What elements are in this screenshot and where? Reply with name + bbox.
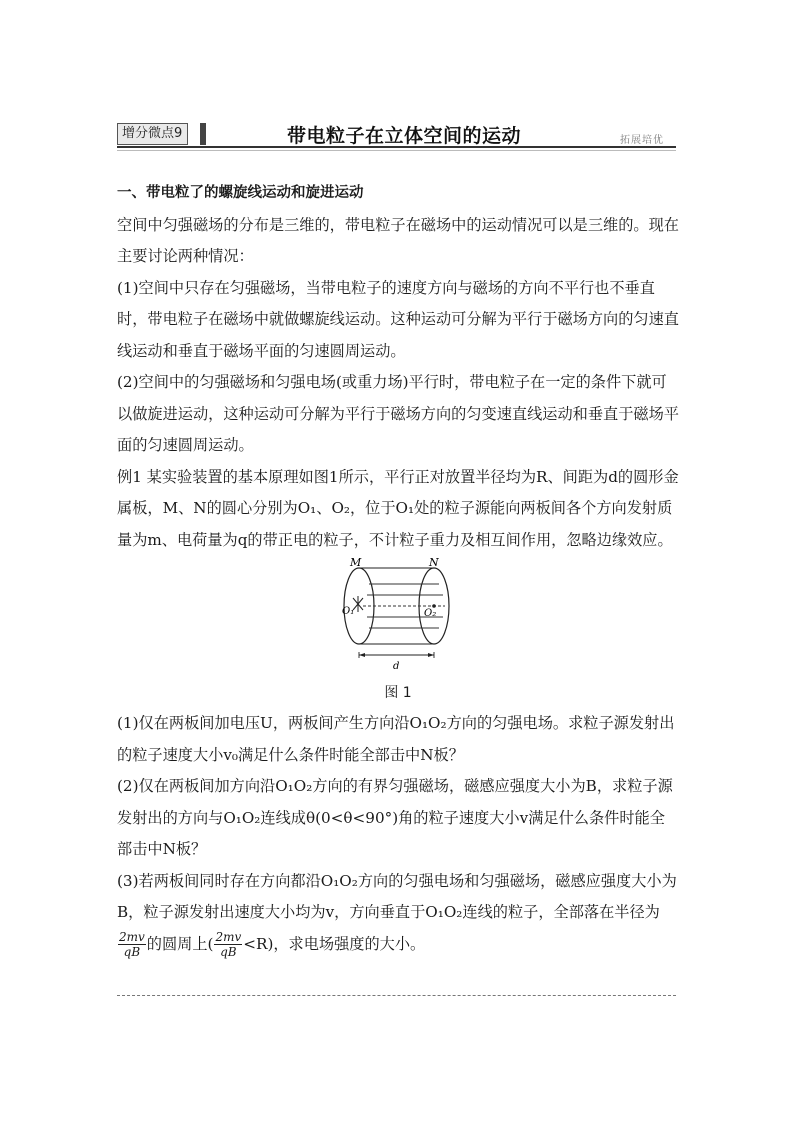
fraction-denominator-2: qB [220,945,237,959]
label-o1: O₁ [342,606,355,617]
fraction-radius [118,930,146,959]
case-1-paragraph: (1)空间中只存在匀强磁场，当带电粒子的速度方向与磁场的方向不平行也不垂直时，带电粒子在磁场中就做螺旋线运动。这种运动可分解为平行于磁场方向的匀速直线运动和垂直于磁场平面的匀速圆周运动。 [117,278,679,360]
question-1: (1)仅在两板间加电压U，两板间产生方向沿O₁O₂方向的匀强电场。求粒子源发射出的粒子速度大小v₀满足什么条件时能全部击中N板？ [117,714,675,764]
label-d: d [393,661,400,672]
fraction-denominator: qB [123,945,141,959]
question-3-part-b: 的圆周上( [146,934,214,953]
example-stem: 例1 某实验装置的基本原理如图1所示，平行正对放置半径均为R、间距为d的圆形金属板，M、N的圆心分别为O₁、O₂，位于O₁处的粒子源能向两板间各个方向发射质量为m、电荷量为q的带正电的粒子，不计粒子重力及相互间作用，忽略边缘效应。 [117,467,679,549]
question-3 [117,866,679,961]
section-intro: 空间中匀强磁场的分布是三维的，带电粒子在磁场中的运动情况可以是三维的。现在主要讨论两种情况： [117,215,679,265]
section-header [117,122,676,146]
figure-caption: 图 1 [384,685,412,701]
label-o2: O₂ [424,608,437,619]
section-tag: 增分微点9 [117,123,188,145]
fraction-radius-2 [214,930,242,959]
cylinder-diagram [341,558,461,676]
section-heading: 一、带电粒了的螺旋线运动和旋进运动 [117,185,364,201]
header-rule-thin [117,150,676,151]
question-2: (2)仅在两板间加方向沿O₁O₂方向的有界匀强磁场，磁感应强度大小为B，求粒子源发射出的方向与O₁O₂连线成θ(0<θ<90°)角的粒子速度大小v满足什么条件时能全部击中N板？ [117,777,673,858]
label-n: N [429,558,439,569]
header-rule [117,146,676,148]
figure-1 [117,558,679,708]
bottom-dashed-rule [117,995,676,996]
fraction-numerator-2: 2mv [215,930,242,944]
question-3-part-c: <R)，求电场强度的大小。 [243,934,426,953]
document-body [117,178,679,960]
source-star-icon [353,596,363,612]
question-3-part-a: (3)若两板间同时存在方向都沿O₁O₂方向的匀强电场和匀强磁场，磁感应强度大小为B，粒子源发射出速度大小均为v，方向垂直于O₁O₂连线的粒子，全部落在半径为 [117,871,677,921]
page-title: 带电粒子在立体空间的运动 [287,125,522,147]
fraction-numerator: 2mv [119,930,145,944]
label-m: M [350,558,362,569]
case-2-paragraph: (2)空间中的匀强磁场和匀强电场(或重力场)平行时，带电粒子在一定的条件下就可以做旋进运动，这种运动可分解为平行于磁场方向的匀变速直线运动和垂直于磁场平面的匀速圆周运动。 [117,373,679,454]
tag-accent-bar [200,123,206,145]
header-right-label: 拓展培优 [620,135,664,146]
